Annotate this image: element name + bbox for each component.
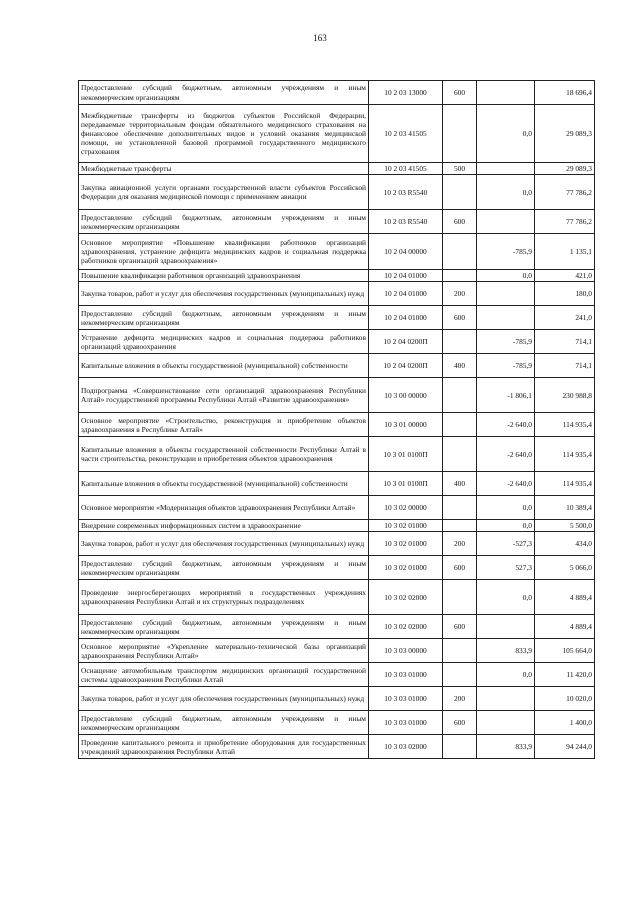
- row-code-cell: 10 3 02 02000: [369, 615, 443, 639]
- row-total-amount-cell: 421,0: [535, 270, 595, 282]
- row-expense-type-cell: 600: [443, 306, 477, 330]
- row-change-amount-cell: -2 640,0: [477, 437, 535, 472]
- row-expense-type-cell: [443, 663, 477, 687]
- row-code-cell: 10 3 02 01000: [369, 532, 443, 556]
- row-total-amount-cell: 114 935,4: [535, 437, 595, 472]
- row-change-amount-cell: [477, 163, 535, 175]
- row-expense-type-cell: [443, 639, 477, 663]
- table-row: [79, 354, 595, 378]
- row-expense-type-cell: [443, 413, 477, 437]
- row-change-amount-cell: 0,0: [477, 175, 535, 210]
- row-change-amount-cell: 0,0: [477, 663, 535, 687]
- row-total-amount-cell: 114 935,4: [535, 472, 595, 496]
- row-name-cell: Межбюджетные трансферты: [79, 163, 369, 175]
- row-expense-type-cell: [443, 330, 477, 354]
- row-total-amount-cell: 230 988,8: [535, 378, 595, 413]
- row-expense-type-cell: 200: [443, 532, 477, 556]
- row-code-cell: 10 2 04 00000: [369, 234, 443, 270]
- row-code-cell: 10 3 01 00000: [369, 413, 443, 437]
- row-code-cell: 10 3 03 01000: [369, 663, 443, 687]
- row-code-cell: 10 2 04 01000: [369, 270, 443, 282]
- row-name-cell: Межбюджетные трансферты из бюджетов субъектов Российской Федерации, передаваемые территориальным фондам обязательного медицинского страхования на финансовое обеспечение дополнительных видов и условий оказания медицинской помощи, не установленной базовой программой государственного медицинского страхования: [79, 105, 369, 163]
- row-total-amount-cell: 180,0: [535, 282, 595, 306]
- row-expense-type-cell: 600: [443, 81, 477, 105]
- row-change-amount-cell: -785,9: [477, 330, 535, 354]
- row-total-amount-cell: 29 089,3: [535, 163, 595, 175]
- row-expense-type-cell: [443, 175, 477, 210]
- row-expense-type-cell: 600: [443, 210, 477, 234]
- row-code-cell: 10 2 04 01000: [369, 282, 443, 306]
- row-name-cell: Повышение квалификации работников организаций здравоохранения: [79, 270, 369, 282]
- row-total-amount-cell: 18 696,4: [535, 81, 595, 105]
- row-total-amount-cell: 105 664,0: [535, 639, 595, 663]
- row-change-amount-cell: [477, 210, 535, 234]
- row-expense-type-cell: 500: [443, 163, 477, 175]
- row-expense-type-cell: [443, 496, 477, 520]
- table-row: [79, 175, 595, 210]
- row-code-cell: 10 3 03 01000: [369, 687, 443, 711]
- row-expense-type-cell: 600: [443, 556, 477, 580]
- row-expense-type-cell: [443, 580, 477, 615]
- table-row: [79, 81, 595, 105]
- table-row: [79, 234, 595, 270]
- row-expense-type-cell: 600: [443, 615, 477, 639]
- row-expense-type-cell: [443, 437, 477, 472]
- row-name-cell: Основное мероприятие «Укрепление материально-технической базы организаций здравоохранения Республики Алтай»: [79, 639, 369, 663]
- row-name-cell: Проведение капитального ремонта и приобретение оборудования для государственных учреждений здравоохранения Республики Алтай: [79, 735, 369, 759]
- row-code-cell: 10 3 02 01000: [369, 556, 443, 580]
- row-change-amount-cell: [477, 282, 535, 306]
- row-name-cell: Предоставление субсидий бюджетным, автономным учреждениям и иным некоммерческим организациям: [79, 556, 369, 580]
- row-total-amount-cell: 241,0: [535, 306, 595, 330]
- table-row: [79, 639, 595, 663]
- table-row: [79, 615, 595, 639]
- table-row: [79, 378, 595, 413]
- row-code-cell: 10 2 04 0200П: [369, 330, 443, 354]
- row-total-amount-cell: 77 786,2: [535, 210, 595, 234]
- row-name-cell: Устранение дефицита медицинских кадров и социальная поддержка работников организаций здравоохранения: [79, 330, 369, 354]
- budget-table-body: [79, 81, 595, 759]
- row-code-cell: 10 3 03 02000: [369, 735, 443, 759]
- row-name-cell: Основное мероприятие «Модернизация объектов здравоохранения Республики Алтай»: [79, 496, 369, 520]
- row-code-cell: 10 3 02 02000: [369, 580, 443, 615]
- row-expense-type-cell: [443, 378, 477, 413]
- table-row: [79, 210, 595, 234]
- row-total-amount-cell: 10 389,4: [535, 496, 595, 520]
- row-name-cell: Предоставление субсидий бюджетным, автономным учреждениям и иным некоммерческим организациям: [79, 210, 369, 234]
- row-expense-type-cell: [443, 105, 477, 163]
- table-row: [79, 472, 595, 496]
- row-change-amount-cell: -527,3: [477, 532, 535, 556]
- row-total-amount-cell: 5 066,0: [535, 556, 595, 580]
- row-total-amount-cell: 77 786,2: [535, 175, 595, 210]
- row-code-cell: 10 3 03 01000: [369, 711, 443, 735]
- row-total-amount-cell: 4 889,4: [535, 580, 595, 615]
- row-change-amount-cell: [477, 81, 535, 105]
- row-expense-type-cell: [443, 270, 477, 282]
- row-total-amount-cell: 4 889,4: [535, 615, 595, 639]
- table-row: [79, 663, 595, 687]
- row-change-amount-cell: 0,0: [477, 520, 535, 532]
- table-row: [79, 711, 595, 735]
- table-row: [79, 330, 595, 354]
- table-row: [79, 687, 595, 711]
- table-row: [79, 105, 595, 163]
- row-name-cell: Закупка товаров, работ и услуг для обеспечения государственных (муниципальных) нужд: [79, 282, 369, 306]
- row-change-amount-cell: 0,0: [477, 105, 535, 163]
- table-row: [79, 270, 595, 282]
- page-number: 163: [313, 33, 327, 43]
- row-total-amount-cell: 11 420,0: [535, 663, 595, 687]
- row-change-amount-cell: -2 640,0: [477, 413, 535, 437]
- row-name-cell: Капитальные вложения в объекты государственной (муниципальной) собственности: [79, 354, 369, 378]
- budget-table: [78, 80, 595, 759]
- table-row: [79, 532, 595, 556]
- row-expense-type-cell: [443, 234, 477, 270]
- row-change-amount-cell: [477, 615, 535, 639]
- row-code-cell: 10 2 03 41505: [369, 105, 443, 163]
- row-total-amount-cell: 10 020,0: [535, 687, 595, 711]
- row-name-cell: Основное мероприятие «Строительство, реконструкция и приобретение объектов здравоохранения в Республике Алтай»: [79, 413, 369, 437]
- row-change-amount-cell: 0,0: [477, 270, 535, 282]
- row-code-cell: 10 2 03 R5540: [369, 210, 443, 234]
- row-change-amount-cell: -785,9: [477, 234, 535, 270]
- row-name-cell: Проведение энергосберегающих мероприятий в государственных учреждениях здравоохранения Республики Алтай и их структурных подразделениях: [79, 580, 369, 615]
- row-code-cell: 10 3 01 0100П: [369, 472, 443, 496]
- row-name-cell: Закупка авиационной услуги органами государственной власти субъектов Российской Федерации для оказания медицинской помощи с применением авиации: [79, 175, 369, 210]
- row-name-cell: Основное мероприятие «Повышение квалификации работников организаций здравоохранения, устранение дефицита медицинских кадров и социальная поддержка работников организаций здравоохранения»: [79, 234, 369, 270]
- row-total-amount-cell: 5 500,0: [535, 520, 595, 532]
- row-change-amount-cell: 527,3: [477, 556, 535, 580]
- table-row: [79, 413, 595, 437]
- row-code-cell: 10 3 03 00000: [369, 639, 443, 663]
- table-row: [79, 163, 595, 175]
- row-code-cell: 10 3 02 01000: [369, 520, 443, 532]
- row-change-amount-cell: -1 806,1: [477, 378, 535, 413]
- row-change-amount-cell: 833,9: [477, 735, 535, 759]
- row-total-amount-cell: 1 135,1: [535, 234, 595, 270]
- row-total-amount-cell: 114 935,4: [535, 413, 595, 437]
- row-code-cell: 10 2 04 01000: [369, 306, 443, 330]
- row-expense-type-cell: 400: [443, 472, 477, 496]
- row-total-amount-cell: 434,0: [535, 532, 595, 556]
- row-expense-type-cell: [443, 520, 477, 532]
- table-row: [79, 556, 595, 580]
- row-change-amount-cell: 0,0: [477, 580, 535, 615]
- row-change-amount-cell: -785,9: [477, 354, 535, 378]
- row-name-cell: Закупка товаров, работ и услуг для обеспечения государственных (муниципальных) нужд: [79, 532, 369, 556]
- row-code-cell: 10 2 03 41505: [369, 163, 443, 175]
- row-name-cell: Оснащение автомобильным транспортом медицинских организаций государственной системы здравоохранения Республики Алтай: [79, 663, 369, 687]
- row-expense-type-cell: 200: [443, 282, 477, 306]
- row-total-amount-cell: 714,1: [535, 354, 595, 378]
- row-total-amount-cell: 29 089,3: [535, 105, 595, 163]
- row-name-cell: Подпрограмма «Совершенствование сети организаций здравоохранения Республики Алтай» государственной программы Республики Алтай «Развитие здравоохранения»: [79, 378, 369, 413]
- row-code-cell: 10 2 03 R5540: [369, 175, 443, 210]
- row-total-amount-cell: 94 244,0: [535, 735, 595, 759]
- row-expense-type-cell: 200: [443, 687, 477, 711]
- row-name-cell: Капитальные вложения в объекты государственной (муниципальной) собственности: [79, 472, 369, 496]
- row-change-amount-cell: [477, 306, 535, 330]
- table-row: [79, 282, 595, 306]
- row-name-cell: Предоставление субсидий бюджетным, автономным учреждениям и иным некоммерческим организациям: [79, 306, 369, 330]
- row-name-cell: Предоставление субсидий бюджетным, автономным учреждениям и иным некоммерческим организациям: [79, 711, 369, 735]
- row-code-cell: 10 3 01 0100П: [369, 437, 443, 472]
- row-change-amount-cell: 0,0: [477, 496, 535, 520]
- table-row: [79, 520, 595, 532]
- row-name-cell: Закупка товаров, работ и услуг для обеспечения государственных (муниципальных) нужд: [79, 687, 369, 711]
- row-name-cell: Внедрение современных информационных систем в здравоохранение: [79, 520, 369, 532]
- row-change-amount-cell: [477, 687, 535, 711]
- row-total-amount-cell: 1 400,0: [535, 711, 595, 735]
- row-code-cell: 10 3 02 00000: [369, 496, 443, 520]
- row-expense-type-cell: 400: [443, 354, 477, 378]
- row-total-amount-cell: 714,1: [535, 330, 595, 354]
- row-name-cell: Капитальные вложения в объекты государственной собственности Республики Алтай в части строительства, реконструкции и приобретения объектов здравоохранения: [79, 437, 369, 472]
- table-row: [79, 735, 595, 759]
- table-row: [79, 580, 595, 615]
- row-name-cell: Предоставление субсидий бюджетным, автономным учреждениям и иным некоммерческим организациям: [79, 81, 369, 105]
- row-change-amount-cell: [477, 711, 535, 735]
- row-change-amount-cell: -2 640,0: [477, 472, 535, 496]
- row-code-cell: 10 2 03 13000: [369, 81, 443, 105]
- table-row: [79, 306, 595, 330]
- row-change-amount-cell: 833,9: [477, 639, 535, 663]
- row-expense-type-cell: 600: [443, 711, 477, 735]
- row-expense-type-cell: [443, 735, 477, 759]
- table-row: [79, 437, 595, 472]
- table-row: [79, 496, 595, 520]
- row-code-cell: 10 3 00 00000: [369, 378, 443, 413]
- row-code-cell: 10 2 04 0200П: [369, 354, 443, 378]
- row-name-cell: Предоставление субсидий бюджетным, автономным учреждениям и иным некоммерческим организациям: [79, 615, 369, 639]
